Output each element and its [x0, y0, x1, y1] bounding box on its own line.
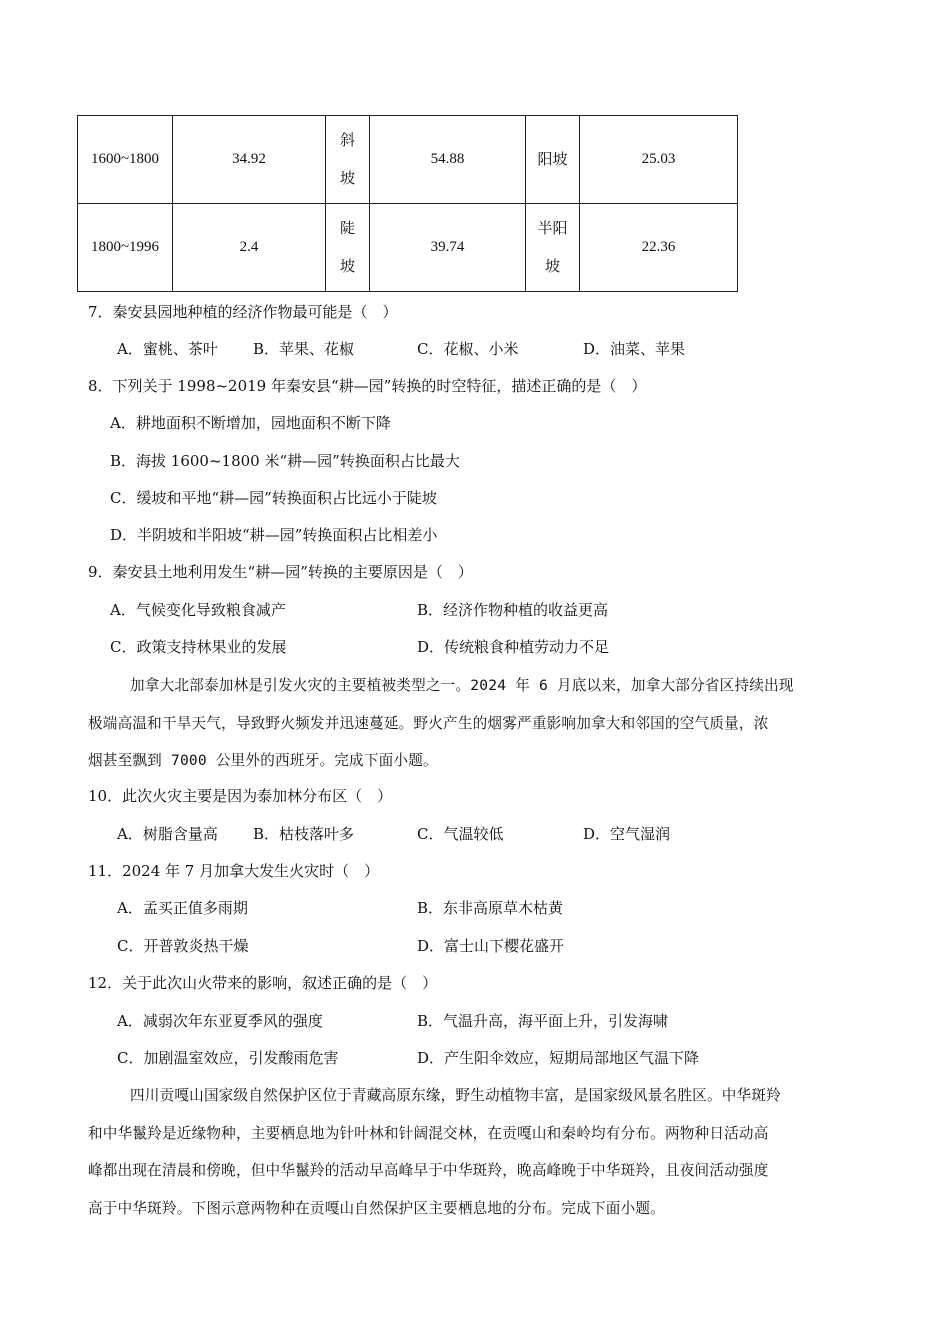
q11-option-c: C．开普敦炎热干燥: [117, 937, 249, 955]
q8-option-a: A．耕地面积不断增加，园地面积不断下降: [110, 414, 391, 432]
question-7-stem: 7．秦安县园地种植的经济作物最可能是（ ）: [88, 303, 398, 321]
value-cell: 39.74: [370, 204, 526, 292]
value-cell: 25.03: [580, 116, 738, 204]
q8-option-d: D．半阴坡和半阳坡“耕—园”转换面积占比相差小: [110, 526, 438, 544]
q8-option-b: B．海拔 1600~1800 米“耕—园”转换面积占比最大: [110, 452, 460, 470]
q10-option-d: D．空气湿润: [583, 825, 671, 843]
question-11-stem: 11．2024 年 7 月加拿大发生火灾时（ ）: [88, 862, 380, 880]
q10-option-b: B．枯枝落叶多: [253, 825, 355, 843]
question-9-stem: 9．秦安县土地利用发生“耕—园”转换的主要原因是（ ）: [88, 563, 473, 581]
value-cell: 22.36: [580, 204, 738, 292]
aspect-cell: 阳坡: [526, 116, 580, 204]
slope-cell: 陡 坡: [326, 204, 370, 292]
land-conversion-table: [77, 115, 738, 292]
aspect-cell: 半阳 坡: [526, 204, 580, 292]
q12-option-c: C．加剧温室效应，引发酸雨危害: [117, 1049, 339, 1067]
value-cell: 2.4: [173, 204, 326, 292]
q9-option-a: A．气候变化导致粮食减产: [110, 601, 286, 619]
q7-option-a: A．蜜桃、茶叶: [117, 340, 218, 358]
question-12-stem: 12．关于此次山火带来的影响，叙述正确的是（ ）: [88, 974, 438, 992]
table-row: [78, 116, 738, 204]
value-cell: 54.88: [370, 116, 526, 204]
q12-option-b: B．气温升高，海平面上升，引发海啸: [417, 1012, 669, 1030]
q9-option-c: C．政策支持林果业的发展: [110, 638, 287, 656]
q12-option-d: D．产生阳伞效应，短期局部地区气温下降: [417, 1049, 700, 1067]
q11-option-d: D．富士山下樱花盛开: [417, 937, 565, 955]
q8-option-c: C．缓坡和平地“耕—园”转换面积占比远小于陡坡: [110, 489, 437, 507]
q10-option-a: A．树脂含量高: [117, 825, 218, 843]
question-8-stem: 8．下列关于 1998~2019 年秦安县“耕—园”转换的时空特征，描述正确的是（ ）: [88, 377, 647, 395]
passage-gongga-mountain: 四川贡嘎山国家级自然保护区位于青藏高原东缘，野生动植物丰富，是国家级风景名胜区。中华斑羚 和中华鬣羚是近缘物种，主要栖息地为针叶林和针阔混交林，在贡嘎山和秦岭均有分布。两物种日活动高 峰都出现在清晨和傍晚，但中华鬣羚的活动早高峰早于中华斑羚，晚高峰晚于中华斑羚，且夜间活动强度 高于中华斑羚。下图示意两物种在贡嘎山自然保护区主要栖息地的分布。完成下面小题。: [88, 1087, 781, 1217]
q10-option-c: C．气温较低: [417, 825, 504, 843]
question-10-stem: 10．此次火灾主要是因为泰加林分布区（ ）: [88, 787, 393, 805]
value-cell: 34.92: [173, 116, 326, 204]
q7-option-d: D．油菜、苹果: [583, 340, 686, 358]
q11-option-b: B．东非高原草木枯黄: [417, 899, 564, 917]
slope-cell: 斜 坡: [326, 116, 370, 204]
q7-option-c: C．花椒、小米: [417, 340, 519, 358]
passage-taiga-fire: 加拿大北部泰加林是引发火灾的主要植被类型之一。2024 年 6 月底以来，加拿大部分省区持续出现 极端高温和干旱天气，导致野火频发并迅速蔓延。野火产生的烟雾严重影响加拿大和邻国的空气质量，浓 烟甚至飘到 7000 公里外的西班牙。完成下面小题。: [88, 677, 794, 769]
q12-option-a: A．减弱次年东亚夏季风的强度: [117, 1012, 323, 1030]
altitude-cell: 1800~1996: [78, 204, 173, 292]
q9-option-b: B．经济作物种植的收益更高: [417, 601, 609, 619]
table-row: [78, 204, 738, 292]
q11-option-a: A．孟买正值多雨期: [117, 899, 248, 917]
altitude-cell: 1600~1800: [78, 116, 173, 204]
q9-option-d: D．传统粮食种植劳动力不足: [417, 638, 610, 656]
q7-option-b: B．苹果、花椒: [253, 340, 355, 358]
